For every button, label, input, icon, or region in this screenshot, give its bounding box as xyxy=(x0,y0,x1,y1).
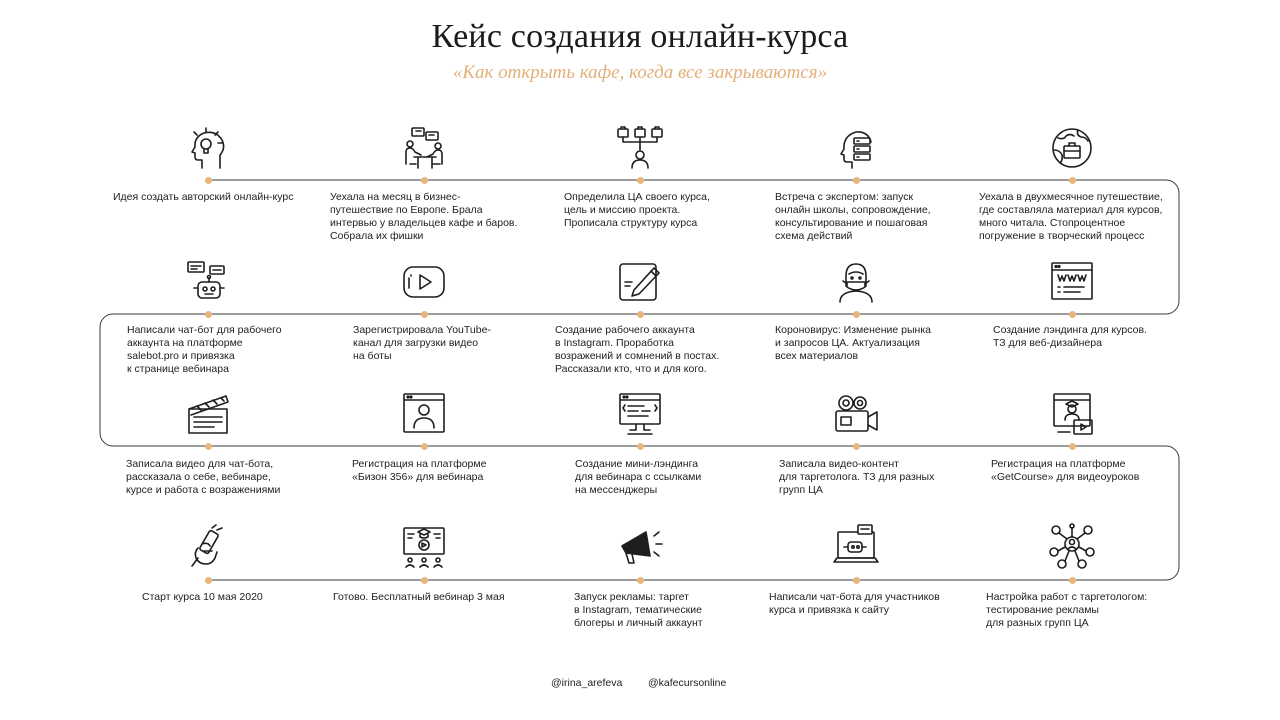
webinar-screen-icon xyxy=(400,390,448,438)
step-text: Написали чат-бот для рабочего аккаунта на платформе salebot.pro и привязка к странице вебинара xyxy=(127,324,282,375)
step-text: Готово. Бесплатный вебинар 3 мая xyxy=(333,591,505,603)
timeline-dot xyxy=(1069,311,1076,318)
timeline-dot xyxy=(637,443,644,450)
clapperboard-icon xyxy=(184,390,232,438)
youtube-icon xyxy=(400,258,448,306)
step-text: Уехала в двухмесячное путешествие, где составляла материал для курсов, много читала. Стопроцентное погружение в творческий процесс xyxy=(979,191,1163,242)
timeline-dot xyxy=(421,577,428,584)
timeline-dot xyxy=(637,311,644,318)
timeline-dot xyxy=(421,443,428,450)
megaphone-icon xyxy=(616,522,664,570)
step-text: Настройка работ с таргетологом: тестирование рекламы для разных групп ЦА xyxy=(986,591,1148,629)
timeline-dot xyxy=(853,577,860,584)
timeline-dot xyxy=(853,177,860,184)
step-text: Создание рабочего аккаунта в Instagram. Проработка возражений и сомнений в постах. Рассказали кто, что и для кого. xyxy=(555,324,720,375)
timeline-dot xyxy=(421,177,428,184)
step-text: Зарегистрировала YouTube- канал для загрузки видео на боты xyxy=(353,324,491,362)
online-course-icon xyxy=(1048,390,1096,438)
timeline-dot xyxy=(421,311,428,318)
expert-head-icon xyxy=(832,124,880,172)
footer-handle-author[interactable]: @irina_arefeva xyxy=(551,677,623,689)
step-text: Регистрация на платформе «Бизон 356» для вебинара xyxy=(352,458,487,483)
step-text: Создание мини-лэндинга для вебинара с ссылками на мессенджеры xyxy=(575,458,702,496)
video-camera-icon xyxy=(832,390,880,438)
step-text: Старт курса 10 мая 2020 xyxy=(142,591,263,603)
timeline-dot xyxy=(853,443,860,450)
globe-travel-icon xyxy=(1048,124,1096,172)
timeline-dot xyxy=(1069,177,1076,184)
step-text: Уехала на месяц в бизнес- путешествие по Европе. Брала интервью у владельцев кафе и баров. Собрала их фишки xyxy=(330,191,518,242)
laptop-bot-icon xyxy=(832,522,880,570)
pencil-edit-icon xyxy=(616,258,664,306)
free-webinar-icon xyxy=(400,522,448,570)
start-hand-icon xyxy=(184,522,232,570)
interview-meeting-icon xyxy=(400,124,448,172)
timeline-dot xyxy=(637,177,644,184)
step-text: Написали чат-бота для участников курса и привязка к сайту xyxy=(769,591,940,616)
page-title: Кейс создания онлайн-курса xyxy=(431,18,849,55)
chatbot-robot-icon xyxy=(184,258,232,306)
step-text: Записала видео для чат-бота, рассказала о себе, вебинаре, курсе и работа с возражениями xyxy=(126,458,281,496)
timeline-dot xyxy=(205,577,212,584)
step-text: Записала видео-контент для таргетолога. ТЗ для разных групп ЦА xyxy=(779,458,935,496)
step-text: Идея создать авторский онлайн-курс xyxy=(113,191,294,203)
target-audience-icon xyxy=(616,124,664,172)
timeline-dot xyxy=(853,311,860,318)
timeline-dot xyxy=(205,177,212,184)
timeline-dot xyxy=(205,443,212,450)
timeline-dot xyxy=(1069,443,1076,450)
timeline-dot xyxy=(205,311,212,318)
website-www-icon xyxy=(1048,258,1096,306)
step-text: Короновирус: Изменение рынка и запросов ЦА. Актуализация всех материалов xyxy=(775,324,931,362)
page-subtitle: «Как открыть кафе, когда все закрываются» xyxy=(452,62,828,83)
timeline-dot xyxy=(637,577,644,584)
mask-person-icon xyxy=(832,258,880,306)
timeline-dot xyxy=(1069,577,1076,584)
step-text: Определила ЦА своего курса, цель и миссию проекта. Прописала структуру курса xyxy=(564,191,710,229)
footer-handle-project[interactable]: @kafecursonline xyxy=(648,677,727,689)
network-people-icon xyxy=(1048,522,1096,570)
code-monitor-icon xyxy=(616,390,664,438)
step-text: Создание лэндинга для курсов. ТЗ для веб-дизайнера xyxy=(993,324,1147,349)
step-text: Запуск рекламы: таргет в Instagram, тематические блогеры и личный аккаунт xyxy=(574,591,703,629)
idea-head-icon xyxy=(184,124,232,172)
step-text: Встреча с экспертом: запуск онлайн школы, сопровождение, консультирование и пошаговая схема действий xyxy=(775,191,931,242)
step-text: Регистрация на платформе «GetCourse» для видеоуроков xyxy=(991,458,1140,483)
